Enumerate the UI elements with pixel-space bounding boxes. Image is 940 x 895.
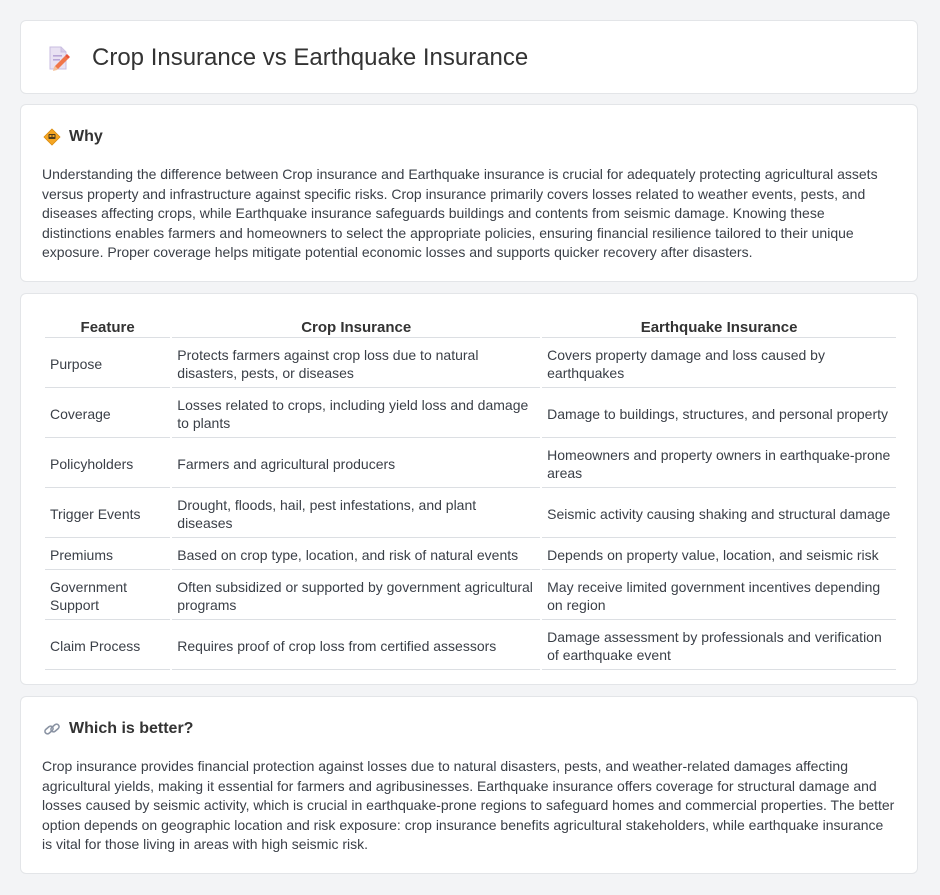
earthquake-cell: Homeowners and property owners in earthquake-prone areas — [542, 440, 896, 488]
better-heading: Which is better? — [69, 720, 194, 737]
feature-cell: Government Support — [45, 572, 170, 620]
why-section — [20, 104, 918, 282]
column-header-earthquake: Earthquake Insurance — [542, 318, 896, 338]
feature-cell: Coverage — [45, 390, 170, 438]
table-row — [45, 540, 896, 570]
comparison-table — [43, 316, 898, 672]
table-row — [45, 490, 896, 538]
crop-cell: Farmers and agricultural producers — [172, 440, 540, 488]
feature-cell: Premiums — [45, 540, 170, 570]
document-pencil-icon — [46, 45, 72, 71]
why-heading-row — [43, 127, 103, 147]
table-row — [45, 440, 896, 488]
feature-cell: Claim Process — [45, 622, 170, 670]
crop-cell: Requires proof of crop loss from certified assessors — [172, 622, 540, 670]
better-heading-row — [43, 719, 193, 739]
crop-cell: Often subsidized or supported by government agricultural programs — [172, 572, 540, 620]
table-header-row — [45, 318, 896, 338]
column-header-feature: Feature — [45, 318, 170, 338]
comparison-table-card — [20, 293, 918, 685]
diamond-sign-icon — [43, 128, 61, 146]
why-text: Understanding the difference between Crop insurance and Earthquake insurance is crucial for adequately protecting agricultural assets versus property and infrastructure against specific risks. Crop insurance primarily covers losses related to weather events, pests, and diseases affecting crops, while Earthquake insurance safeguards buildings and contents from seismic damage. Knowing these distinctions enables farmers and homeowners to select the appropriate policies, ensuring financial resilience tailored to their unique exposure. Proper coverage helps mitigate potential economic losses and supports quicker recovery after disasters. — [42, 166, 878, 260]
better-text: Crop insurance provides financial protection against losses due to natural disasters, pests, and weather-related damages affecting agricultural yields, making it essential for farmers and agribusinesses. Earthquake insurance offers coverage for structural damage and losses caused by seismic activity, which is crucial in earthquake-prone regions to safeguard homes and commercial properties. The better option depends on geographic location and risk exposure: crop insurance benefits agricultural stakeholders, while earthquake insurance is vital for those living in areas with high seismic risk. — [42, 758, 895, 852]
earthquake-cell: Damage to buildings, structures, and personal property — [542, 390, 896, 438]
column-header-crop: Crop Insurance — [172, 318, 540, 338]
crop-cell: Protects farmers against crop loss due to natural disasters, pests, or diseases — [172, 340, 540, 388]
earthquake-cell: Seismic activity causing shaking and structural damage — [542, 490, 896, 538]
crop-cell: Drought, floods, hail, pest infestations, and plant diseases — [172, 490, 540, 538]
which-is-better-section — [20, 696, 918, 874]
table-row — [45, 340, 896, 388]
page-title: Crop Insurance vs Earthquake Insurance — [92, 44, 529, 71]
crop-cell: Losses related to crops, including yield loss and damage to plants — [172, 390, 540, 438]
crop-cell: Based on crop type, location, and risk of natural events — [172, 540, 540, 570]
feature-cell: Purpose — [45, 340, 170, 388]
earthquake-cell: Depends on property value, location, and seismic risk — [542, 540, 896, 570]
table-row — [45, 622, 896, 670]
header-card — [20, 20, 918, 94]
feature-cell: Trigger Events — [45, 490, 170, 538]
earthquake-cell: Damage assessment by professionals and verification of earthquake event — [542, 622, 896, 670]
why-heading: Why — [69, 128, 103, 145]
table-row — [45, 572, 896, 620]
table-row — [45, 390, 896, 438]
earthquake-cell: May receive limited government incentives depending on region — [542, 572, 896, 620]
link-icon — [43, 720, 61, 738]
feature-cell: Policyholders — [45, 440, 170, 488]
earthquake-cell: Covers property damage and loss caused by earthquakes — [542, 340, 896, 388]
